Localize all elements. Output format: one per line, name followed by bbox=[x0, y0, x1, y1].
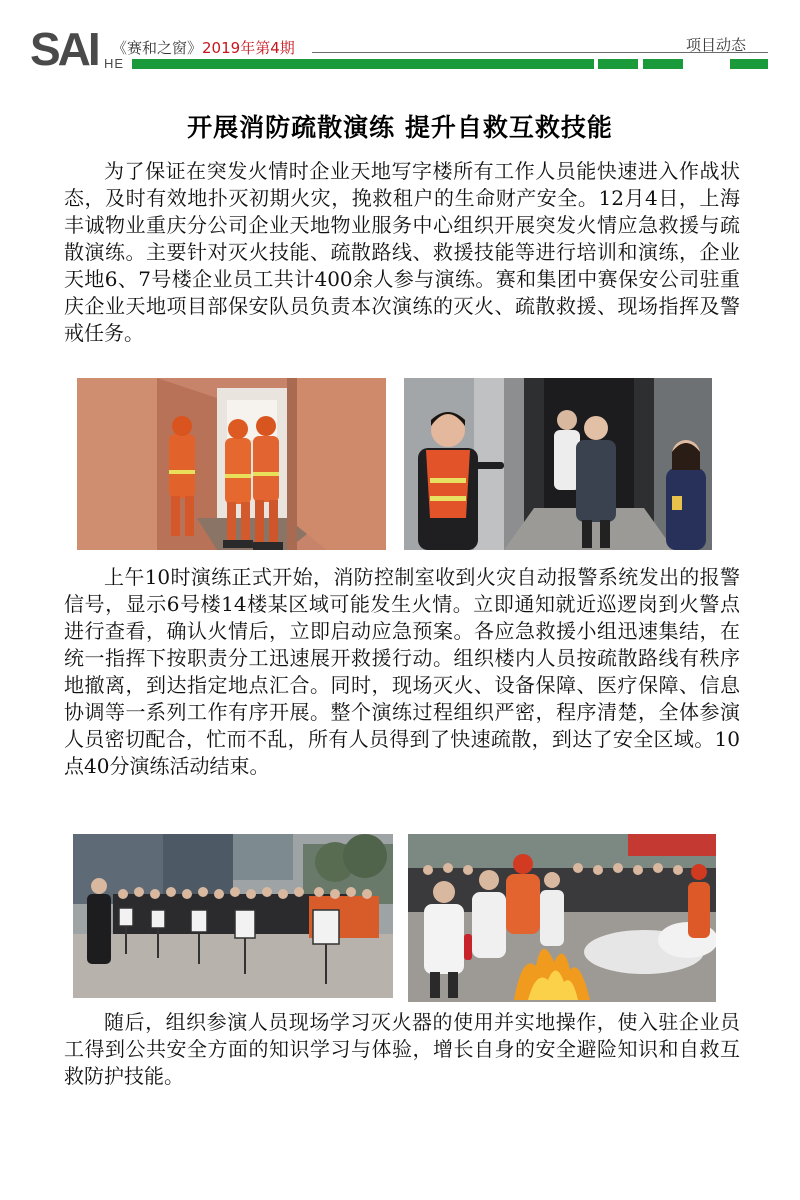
header-bar-main bbox=[132, 59, 594, 69]
photo-guard-directing-evacuation bbox=[404, 378, 712, 550]
photo-firefighters-corridor bbox=[77, 378, 386, 550]
sai-logo-subtext: HE bbox=[104, 56, 125, 71]
header-rule bbox=[312, 52, 768, 53]
photo-assembly-outdoor bbox=[73, 834, 393, 998]
article-paragraph: 为了保证在突发火情时企业天地写字楼所有工作人员能快速进入作战状态，及时有效地扑灭初期火灾，挽救租户的生命财产安全。12月4日，上海丰诚物业重庆分公司企业天地物业服务中心组织开展突发火情应急救援与疏散演练。主要针对灭火技能、疏散路线、救援技能等进行培训和演练，企业天地6、7号楼企业员工共计400余人参与演练。赛和集团中赛保安公司驻重庆企业天地项目部保安队员负责本次演练的灭火、疏散救援、现场指挥及警戒任务。 bbox=[64, 159, 740, 345]
section-label: 项目动态 bbox=[686, 36, 747, 54]
issue-info bbox=[112, 39, 295, 57]
issue-number: 2019年第4期 bbox=[202, 39, 295, 57]
sai-logo: SAI bbox=[30, 23, 98, 75]
photo-extinguisher-training bbox=[408, 834, 716, 1002]
article-title: 开展消防疏散演练 提升自救互救技能 bbox=[187, 113, 613, 142]
magazine-name: 《赛和之窗》 bbox=[112, 39, 203, 57]
article-paragraph: 随后，组织参演人员现场学习灭火器的使用并实地操作，使入驻企业员工得到公共安全方面的知识学习与体验，增长自身的安全避险知识和自救互救防护技能。 bbox=[64, 1010, 740, 1088]
article-paragraph: 上午10时演练正式开始，消防控制室收到火灾自动报警系统发出的报警信号，显示6号楼14楼某区域可能发生火情。立即通知就近巡逻岗到火警点进行查看，确认火情后，立即启动应急预案。各应急救援小组迅速集结，在统一指挥下按职责分工迅速展开救援行动。组织楼内人员按疏散路线有秩序地撤离，到达指定地点汇合。同时，现场灭火、设备保障、医疗保障、信息协调等一系列工作有序开展。整个演练过程组织严密，程序清楚，全体参演人员密切配合，忙而不乱，所有人员得到了快速疏散，到达了安全区域。10点40分演练活动结束。 bbox=[64, 565, 740, 778]
header-bar-segment bbox=[730, 59, 768, 69]
header-bar-segment bbox=[598, 59, 638, 69]
header-bar-segment bbox=[643, 59, 683, 69]
